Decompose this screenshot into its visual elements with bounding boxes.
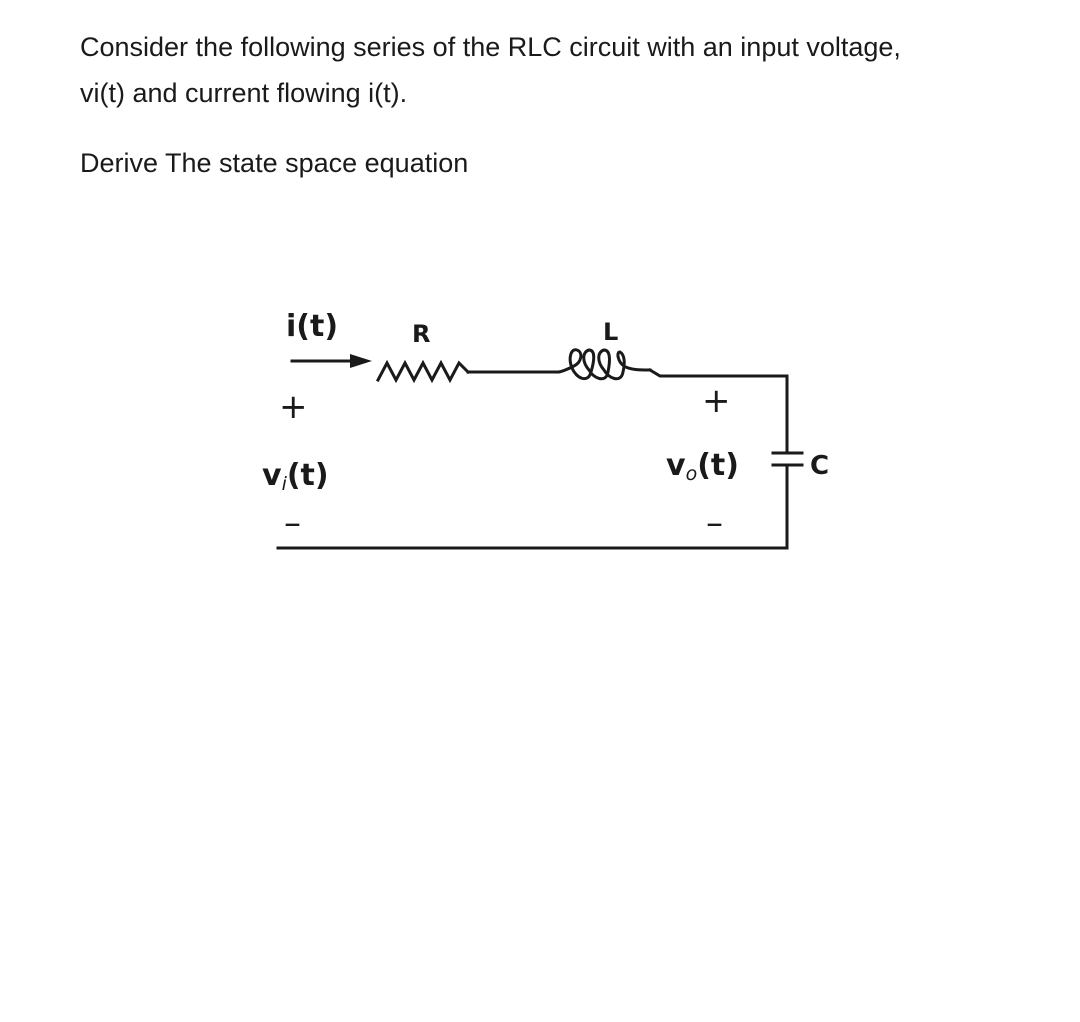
current-arrow bbox=[292, 354, 372, 368]
inductor-label: L bbox=[603, 318, 619, 346]
input-voltage-subscript: i bbox=[281, 473, 287, 495]
capacitor-symbol bbox=[773, 453, 802, 548]
current-label: i(t) bbox=[286, 309, 339, 344]
question-line-3: Derive The state space equation bbox=[80, 148, 469, 178]
input-voltage-arg: (t) bbox=[286, 458, 329, 493]
input-plus-sign: + bbox=[279, 387, 308, 427]
input-voltage-base: v bbox=[262, 458, 282, 493]
output-voltage-label bbox=[666, 448, 739, 485]
capacitor-label: C bbox=[810, 451, 830, 481]
input-minus-sign: – bbox=[284, 503, 301, 543]
output-minus-sign: – bbox=[706, 503, 723, 543]
question-line-2: vi(t) and current flowing i(t). bbox=[80, 78, 408, 108]
resistor-symbol bbox=[378, 363, 468, 380]
output-voltage-arg: (t) bbox=[697, 448, 739, 483]
output-voltage-subscript: o bbox=[685, 463, 698, 485]
output-plus-sign: + bbox=[702, 381, 731, 421]
question-line-1: Consider the following series of the RLC circuit with an input voltage, bbox=[80, 32, 901, 62]
input-voltage-label bbox=[262, 458, 329, 495]
inductor-symbol bbox=[558, 350, 650, 379]
resistor-label: R bbox=[412, 320, 431, 348]
output-voltage-base: v bbox=[666, 448, 686, 483]
